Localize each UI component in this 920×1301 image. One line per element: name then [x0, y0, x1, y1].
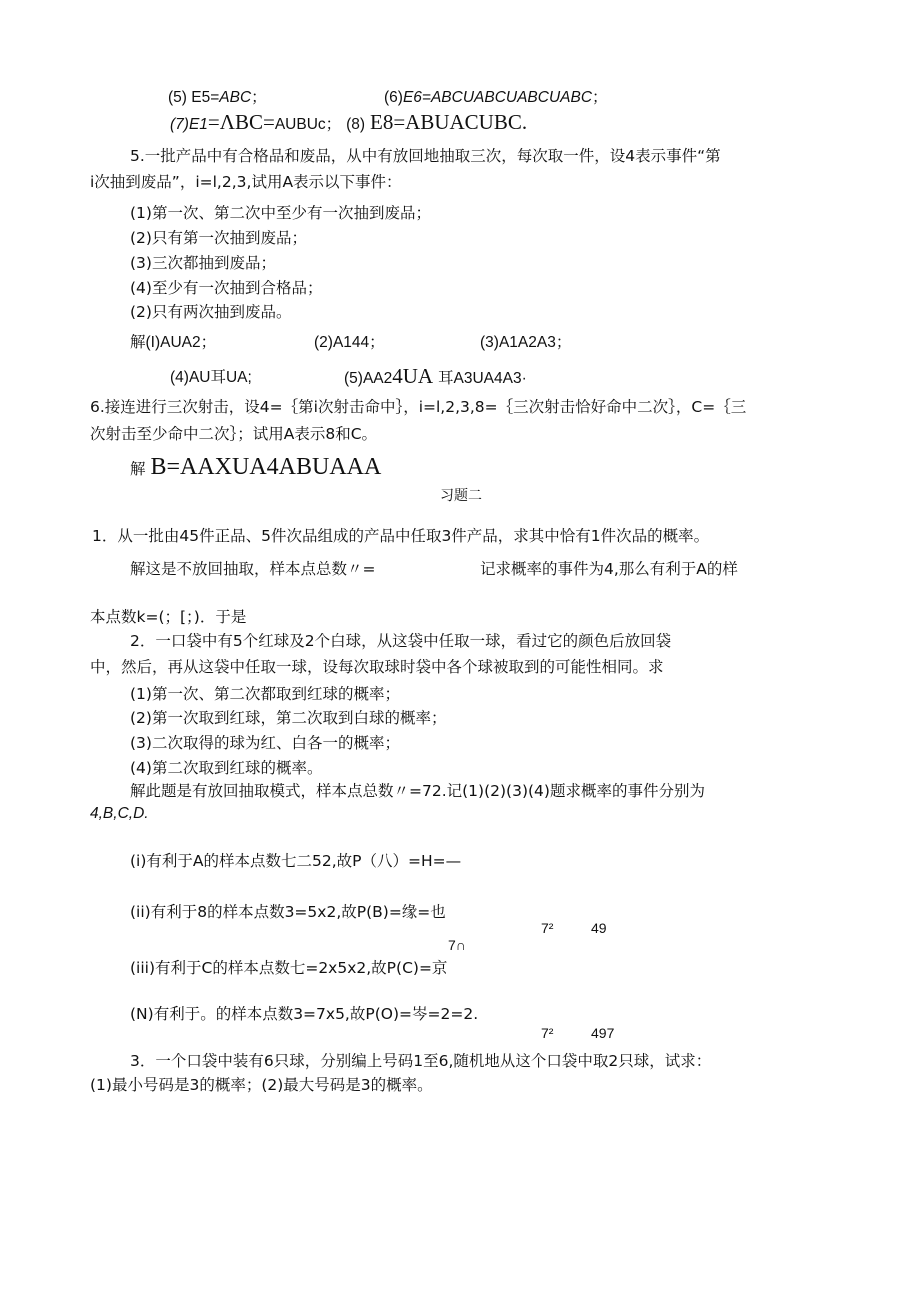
- solution-1-line-2: 本点数k=(；[；)．于是: [90, 608, 247, 626]
- solution-5-part-4: (4)AU耳UA;: [170, 369, 252, 386]
- section-title: 习题二: [440, 488, 482, 504]
- fraction-denominator: 497: [591, 1025, 615, 1041]
- problem-2-item-4: (4)第二次取到红球的概率。: [130, 759, 323, 777]
- problem-5-item-2: (2)只有第一次抽到废品；: [130, 229, 307, 247]
- text: ABC: [219, 89, 252, 106]
- problem-5-item-1: (1)第一次、第二次中至少有一次抽到废品；: [130, 204, 431, 222]
- problem-2-item-1: (1)第一次、第二次都取到红球的概率；: [130, 685, 400, 703]
- text: AUBUc；: [274, 116, 342, 133]
- text: (6): [384, 89, 403, 106]
- text: E8=ABUACUBC.: [370, 110, 528, 134]
- text: E6=ABCUABCUABCUABC: [402, 89, 593, 106]
- solution-5-part-1: 解(I)AUA2；: [130, 334, 217, 351]
- text: 4UA: [392, 364, 434, 388]
- text: ；: [251, 89, 267, 106]
- solution-2-part-iv: (N)有利于。的样本点数3=7x5,故P(O)=岑=2=2.: [130, 1005, 479, 1023]
- fraction-denominator: 7²: [541, 920, 554, 936]
- text: 解: [130, 460, 146, 478]
- text: (5) E5=: [168, 89, 220, 106]
- fraction-denominator: 49: [591, 920, 607, 936]
- answer-5-line: [168, 88, 267, 108]
- problem-2-item-2: (2)第一次取到红球，第二次取到白球的概率；: [130, 709, 447, 727]
- solution-2-events: 4,B,C,D.: [90, 805, 149, 822]
- problem-5-item-4: (4)至少有一次抽到合格品；: [130, 279, 323, 297]
- problem-6-line-2: 次射击至少命中二次｝；试用A表示8和C。: [90, 425, 378, 443]
- fraction-denominator: 7²: [541, 1025, 554, 1041]
- answer-7-8-line: [170, 112, 527, 135]
- problem-1-line: 1．从一批由45件正品、5件次品组成的产品中任取3件产品，求其中恰有1件次品的概率。: [92, 527, 710, 545]
- problem-5-item-5: (2)只有两次抽到废品。: [130, 303, 292, 321]
- problem-2-line-2: 中，然后，再从这袋中任取一球，设每次取球时袋中各个球被取到的可能性相同。求: [90, 658, 664, 676]
- problem-5-line-1: 5.一批产品中有合格品和废品，从中有放回地抽取三次，每次取一件，设4表示事件“第: [130, 147, 721, 165]
- text: B=AAXUA4ABUAAA: [150, 454, 382, 480]
- problem-5-line-2: i次抽到废品”，i=l,2,3,试用A表示以下事件：: [90, 173, 402, 191]
- text: (7)E1: [170, 116, 208, 133]
- problem-3-line-1: 3．一个口袋中装有6只球，分别编上号码1至6,随机地从这个口袋中取2只球，试求：: [130, 1052, 712, 1070]
- text: (5)AA2: [344, 370, 393, 387]
- solution-6-line: [130, 454, 382, 480]
- text: =ΛBC=: [207, 110, 275, 134]
- solution-1-line-1a: 解这是不放回抽取，样本点总数〃=: [130, 560, 376, 578]
- solution-1-line-1b: 记求概率的事件为4,那么有利于A的样: [480, 560, 738, 578]
- solution-2-part-i: (i)有利于A的样本点数七二52,故P（八）=H=—: [130, 852, 462, 870]
- solution-5-part-5: [344, 366, 527, 389]
- text: 耳A3UA4A3·: [438, 370, 527, 387]
- text: (8): [346, 116, 366, 133]
- answer-6-line: [384, 88, 608, 108]
- problem-5-item-3: (3)三次都抽到废品；: [130, 254, 276, 272]
- solution-2-part-ii: (ii)有利于8的样本点数3=5x2,故P(B)=缘=也: [130, 903, 446, 921]
- solution-2-intro: 解此题是有放回抽取模式，样本点总数〃=72.记(1)(2)(3)(4)题求概率的事件分别为: [130, 782, 705, 800]
- solution-2-part-iii: (iii)有利于C的样本点数七=2x5x2,故P(C)=京: [130, 959, 448, 977]
- text: ；: [592, 89, 608, 106]
- fraction-numerator: 7∩: [448, 937, 466, 953]
- solution-5-part-2: (2)A144；: [314, 334, 385, 351]
- problem-2-line-1: 2．一口袋中有5个红球及2个白球，从这袋中任取一球，看过它的颜色后放回袋: [130, 632, 672, 650]
- problem-6-line-1: 6.接连进行三次射击，设4=｛第i次射击命中｝，i=l,2,3,8=｛三次射击恰好命中二次｝，C=｛三: [90, 398, 747, 416]
- solution-5-part-3: (3)A1A2A3；: [480, 334, 572, 351]
- problem-3-line-2: (1)最小号码是3的概率；(2)最大号码是3的概率。: [90, 1076, 433, 1094]
- problem-2-item-3: (3)二次取得的球为红、白各一的概率；: [130, 734, 400, 752]
